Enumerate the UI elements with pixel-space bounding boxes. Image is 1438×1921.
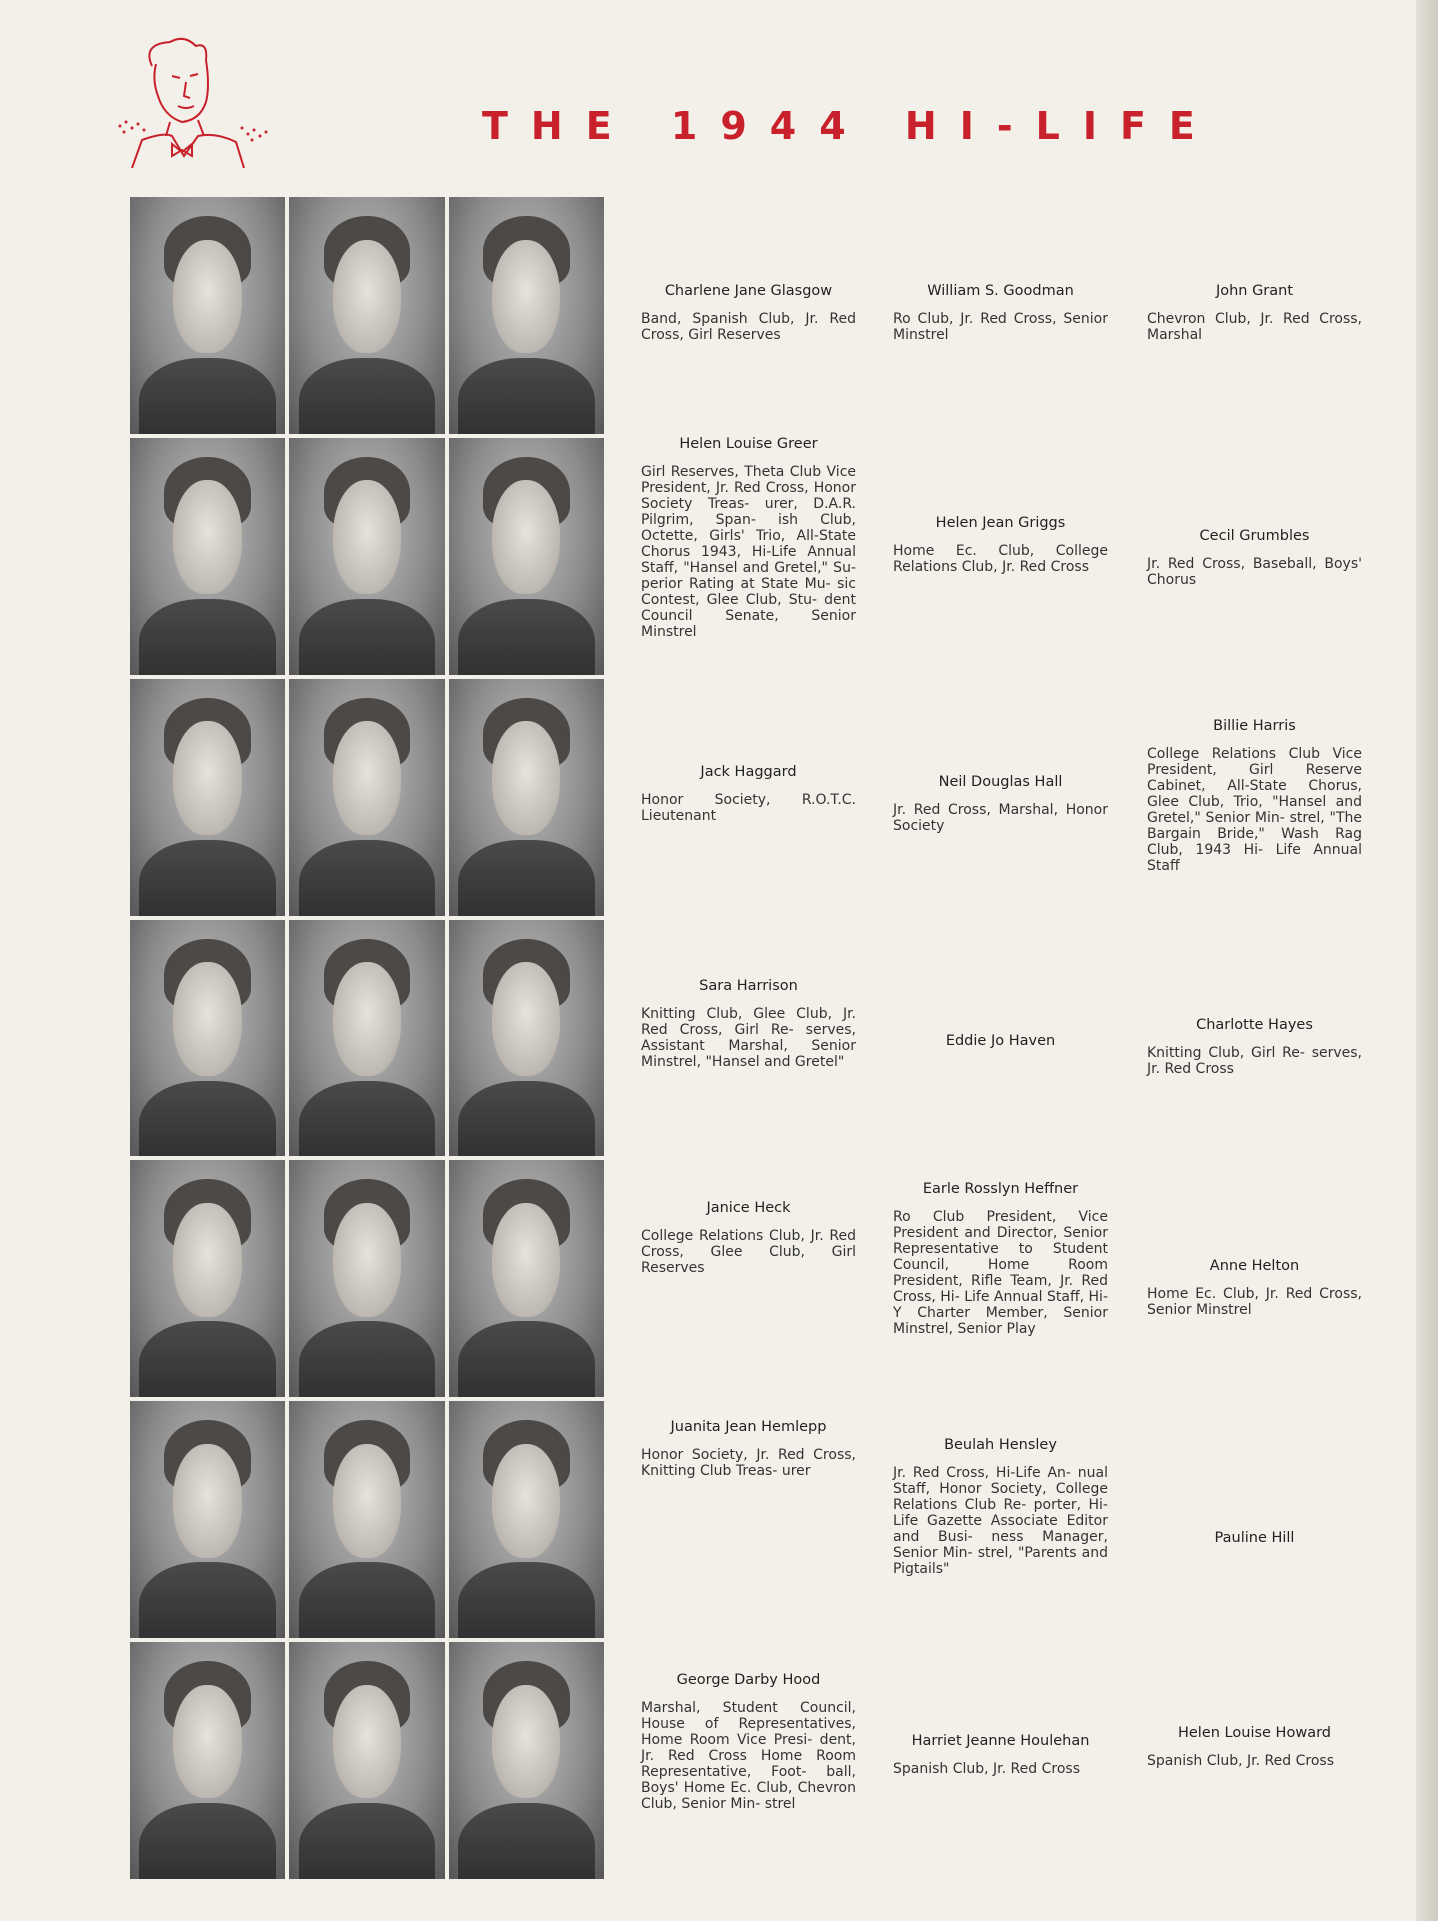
portrait-head (492, 1444, 560, 1558)
student-name: Charlotte Hayes (1196, 1017, 1313, 1033)
student-activities: Spanish Club, Jr. Red Cross (1147, 1753, 1334, 1769)
portrait-head (333, 962, 401, 1076)
portrait-body (458, 599, 595, 675)
student-name: Juanita Jean Hemlepp (670, 1419, 827, 1435)
student-activities: Marshal, Student Council, House of Representatives, Home Room Vice Presi- dent, Jr. Red Cross Home Room Representative, Foot- ball, Boys' Home Ec. Club, Chevron Club, Senior Min- strel (641, 1700, 856, 1812)
page-title: THE 1944 HI-LIFE (482, 104, 1218, 148)
student-portrait (449, 438, 604, 675)
student-name: Pauline Hill (1214, 1530, 1295, 1546)
student-entry (893, 1437, 1108, 1577)
student-name: Harriet Jeanne Houlehan (911, 1733, 1090, 1749)
student-activities: Band, Spanish Club, Jr. Red Cross, Girl Reserves (641, 311, 856, 343)
student-portrait (449, 1642, 604, 1879)
student-activities: Jr. Red Cross, Hi-Life An- nual Staff, Honor Society, College Relations Club Re- porter, Hi-Life Gazette Associate Editor and Busi- ness Manager, Senior Min- strel, "Parents and Pigtails" (893, 1465, 1108, 1577)
student-entry (893, 1181, 1108, 1337)
student-name: Cecil Grumbles (1199, 528, 1310, 544)
student-activities: College Relations Club, Jr. Red Cross, Glee Club, Girl Reserves (641, 1228, 856, 1276)
portrait-body (299, 358, 436, 434)
student-portrait (130, 1160, 285, 1397)
portrait-body (139, 358, 276, 434)
student-portrait (130, 920, 285, 1157)
student-entry (641, 764, 856, 824)
portrait-body (458, 1321, 595, 1397)
portrait-body (139, 1803, 276, 1879)
student-portrait (449, 1401, 604, 1638)
student-portrait (289, 1401, 444, 1638)
student-name: Neil Douglas Hall (938, 774, 1063, 790)
student-name: Sara Harrison (699, 978, 798, 994)
student-activities: Jr. Red Cross, Marshal, Honor Society (893, 802, 1108, 834)
portrait-head (333, 240, 401, 354)
portrait-body (458, 358, 595, 434)
portrait-head (173, 1203, 241, 1317)
portrait-head (173, 240, 241, 354)
portrait-head (333, 480, 401, 594)
student-entry (893, 515, 1108, 575)
portrait-body (299, 1803, 436, 1879)
student-portrait (449, 1160, 604, 1397)
student-activities: Home Ec. Club, Jr. Red Cross, Senior Minstrel (1147, 1286, 1362, 1318)
student-portrait (449, 197, 604, 434)
student-activities: Knitting Club, Glee Club, Jr. Red Cross, Girl Re- serves, Assistant Marshal, Senior Minstrel, "Hansel and Gretel" (641, 1006, 856, 1070)
student-activities: Girl Reserves, Theta Club Vice President, Jr. Red Cross, Honor Society Treas- urer, D.A.R. Pilgrim, Span- ish Club, Octette, Girls' Trio, All-State Chorus 1943, Hi-Life Annual Staff, "Hansel and Gretel," Su- perior Rating at State Mu- sic Contest, Glee Club, Stu- dent Council Senate, Senior Minstrel (641, 464, 856, 640)
student-entry (893, 1033, 1108, 1061)
student-portrait (449, 679, 604, 916)
student-entry (641, 1200, 856, 1276)
portrait-head (492, 721, 560, 835)
student-activities: Knitting Club, Girl Re- serves, Jr. Red Cross (1147, 1045, 1362, 1077)
portrait-body (139, 1081, 276, 1157)
student-portrait (130, 197, 285, 434)
portrait-head (492, 1203, 560, 1317)
portrait-head (333, 721, 401, 835)
student-portrait (289, 1160, 444, 1397)
portrait-head (173, 1685, 241, 1799)
portrait-head (333, 1444, 401, 1558)
student-name: Helen Jean Griggs (935, 515, 1066, 531)
student-portrait (289, 197, 444, 434)
student-activities: Chevron Club, Jr. Red Cross, Marshal (1147, 311, 1362, 343)
student-entry (1147, 1725, 1362, 1769)
student-entry (1147, 718, 1362, 874)
student-entry (641, 1419, 856, 1479)
portrait-head (173, 480, 241, 594)
portrait-body (139, 840, 276, 916)
student-name: William S. Goodman (927, 283, 1074, 299)
portrait-body (139, 1321, 276, 1397)
student-entry (1147, 1530, 1362, 1558)
portrait-body (299, 1081, 436, 1157)
portrait-head (333, 1203, 401, 1317)
portrait-body (458, 1562, 595, 1638)
student-portrait (289, 679, 444, 916)
portrait-body (299, 1321, 436, 1397)
portrait-body (299, 1562, 436, 1638)
student-entry (641, 978, 856, 1070)
student-activities: Ro Club, Jr. Red Cross, Senior Minstrel (893, 311, 1108, 343)
student-name: Jack Haggard (700, 764, 797, 780)
portrait-head (492, 1685, 560, 1799)
student-entry (1147, 528, 1362, 588)
student-portrait (289, 1642, 444, 1879)
portrait-head (173, 721, 241, 835)
student-entry (1147, 283, 1362, 343)
student-entry (1147, 1017, 1362, 1077)
student-name: George Darby Hood (676, 1672, 821, 1688)
student-portrait (130, 438, 285, 675)
student-portrait (289, 438, 444, 675)
page-edge (1416, 0, 1438, 1921)
portrait-grid (130, 197, 604, 1879)
student-activities: College Relations Club Vice President, Girl Reserve Cabinet, All-State Chorus, Glee Club, Trio, "Hansel and Gretel," Senior Min- strel, "The Bargain Bride," Wash Rag Club, 1943 Hi- Life Annual Staff (1147, 746, 1362, 874)
portrait-body (458, 840, 595, 916)
student-portrait (449, 920, 604, 1157)
portrait-body (299, 840, 436, 916)
portrait-body (139, 599, 276, 675)
student-name: Charlene Jane Glasgow (664, 283, 833, 299)
student-activities: Ro Club President, Vice President and Director, Senior Representative to Student Council, Home Room President, Rifle Team, Jr. Red Cross, Hi- Life Annual Staff, Hi-Y Charter Member, Senior Minstrel, Senior Play (893, 1209, 1108, 1337)
student-activities: Home Ec. Club, College Relations Club, Jr. Red Cross (893, 543, 1108, 575)
student-sketch-icon (112, 36, 272, 168)
portrait-body (299, 599, 436, 675)
portrait-head (173, 962, 241, 1076)
student-name: Helen Louise Greer (679, 436, 818, 452)
student-name: Earle Rosslyn Heffner (922, 1181, 1079, 1197)
student-name: John Grant (1215, 283, 1294, 299)
portrait-body (458, 1803, 595, 1879)
student-activities: Honor Society, Jr. Red Cross, Knitting Club Treas- urer (641, 1447, 856, 1479)
student-name: Helen Louise Howard (1177, 1725, 1331, 1741)
student-entry (641, 283, 856, 343)
student-activities: Jr. Red Cross, Baseball, Boys' Chorus (1147, 556, 1362, 588)
portrait-head (492, 480, 560, 594)
student-entry (641, 1672, 856, 1812)
student-entry (893, 774, 1108, 834)
student-entry (893, 283, 1108, 343)
student-entry (641, 436, 856, 640)
student-activities: Honor Society, R.O.T.C. Lieutenant (641, 792, 856, 824)
student-name: Anne Helton (1209, 1258, 1300, 1274)
student-portrait (130, 1401, 285, 1638)
student-name: Billie Harris (1213, 718, 1296, 734)
student-name: Janice Heck (706, 1200, 791, 1216)
student-entry (893, 1733, 1108, 1777)
student-activities: Spanish Club, Jr. Red Cross (893, 1761, 1080, 1777)
student-portrait (130, 679, 285, 916)
portrait-head (173, 1444, 241, 1558)
portrait-head (333, 1685, 401, 1799)
student-entry (1147, 1258, 1362, 1318)
portrait-body (139, 1562, 276, 1638)
student-portrait (130, 1642, 285, 1879)
portrait-head (492, 962, 560, 1076)
portrait-body (458, 1081, 595, 1157)
student-name: Eddie Jo Haven (945, 1033, 1056, 1049)
portrait-head (492, 240, 560, 354)
student-name: Beulah Hensley (944, 1437, 1057, 1453)
student-portrait (289, 920, 444, 1157)
